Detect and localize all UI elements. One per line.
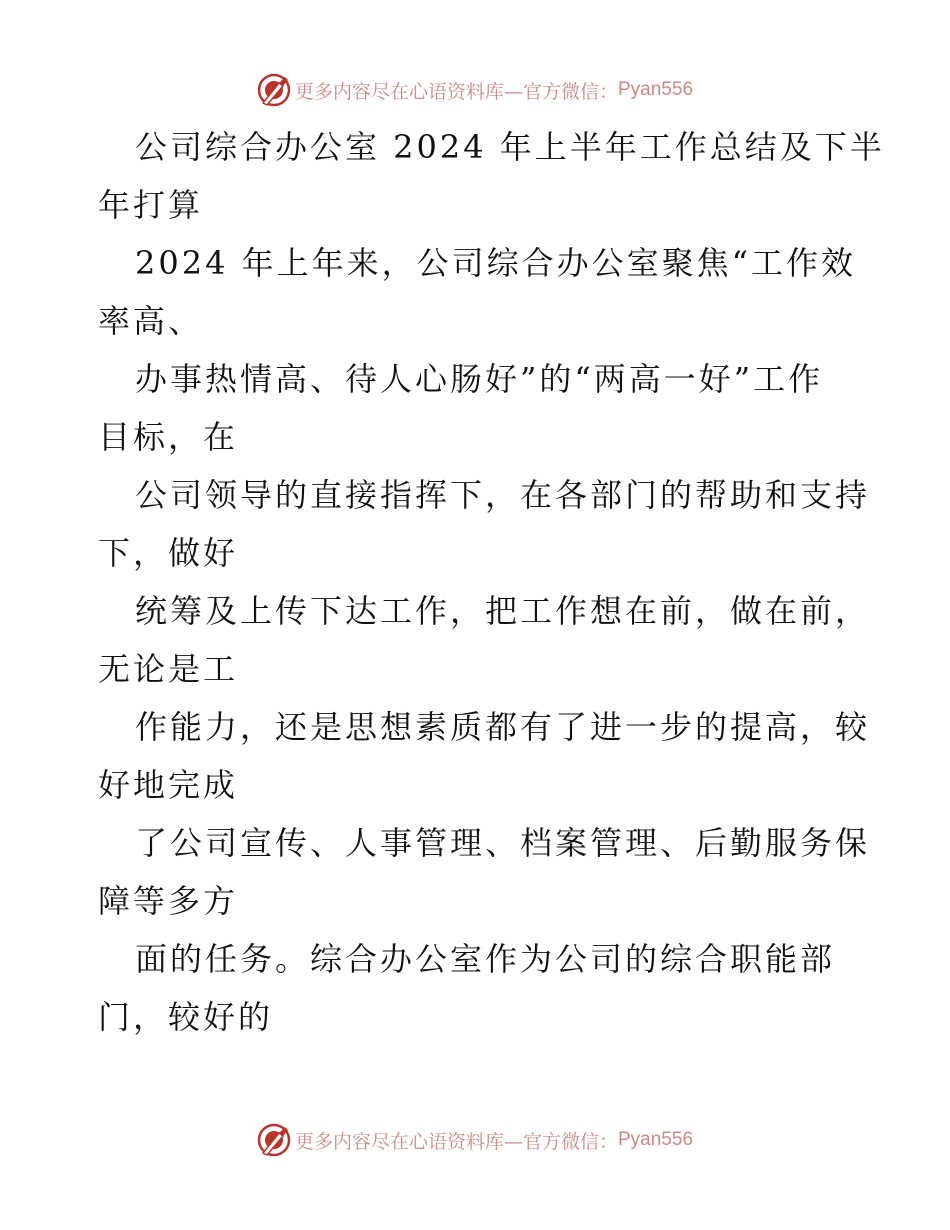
- paragraph-line: 统筹及上传下达工作，把工作想在前，做在前，: [135, 592, 871, 630]
- paragraph-line: 面的任务。综合办公室作为公司的综合职能部: [135, 940, 836, 978]
- wechat-id: Pyan556: [618, 79, 694, 100]
- paragraph-line: 障等多方: [98, 882, 239, 920]
- pen-logo-icon: [257, 1123, 291, 1157]
- paragraph-line: 目标，在: [98, 418, 239, 456]
- paragraph-line: 无论是工: [98, 650, 239, 688]
- paragraph-line: 好地完成: [98, 766, 239, 804]
- document-title-line-1: 公司综合办公室 2024 年上半年工作总结及下半: [135, 128, 885, 166]
- document-title-line-2: 年打算: [98, 186, 204, 224]
- paragraph-line: 门，较好的: [98, 998, 274, 1036]
- header-banner: [0, 70, 950, 110]
- paragraph-line: 办事热情高、待人心肠好”的“两高一好”工作: [135, 360, 824, 398]
- footer-banner: [0, 1120, 950, 1160]
- paragraph-line: 作能力，还是思想素质都有了进一步的提高，较: [135, 708, 871, 746]
- wechat-id: Pyan556: [618, 1129, 694, 1150]
- paragraph-line: 公司领导的直接指挥下，在各部门的帮助和支持: [135, 476, 871, 514]
- banner-text: 更多内容尽在心语资料库—官方微信：: [294, 80, 618, 103]
- paragraph-line: 2024 年上年来，公司综合办公室聚焦“工作效: [135, 244, 856, 282]
- banner-text: 更多内容尽在心语资料库—官方微信：: [294, 1130, 618, 1153]
- pen-logo-icon: [257, 73, 291, 107]
- paragraph-line: 率高、: [98, 302, 204, 340]
- paragraph-line: 了公司宣传、人事管理、档案管理、后勤服务保: [135, 824, 871, 862]
- paragraph-line: 下，做好: [98, 534, 239, 572]
